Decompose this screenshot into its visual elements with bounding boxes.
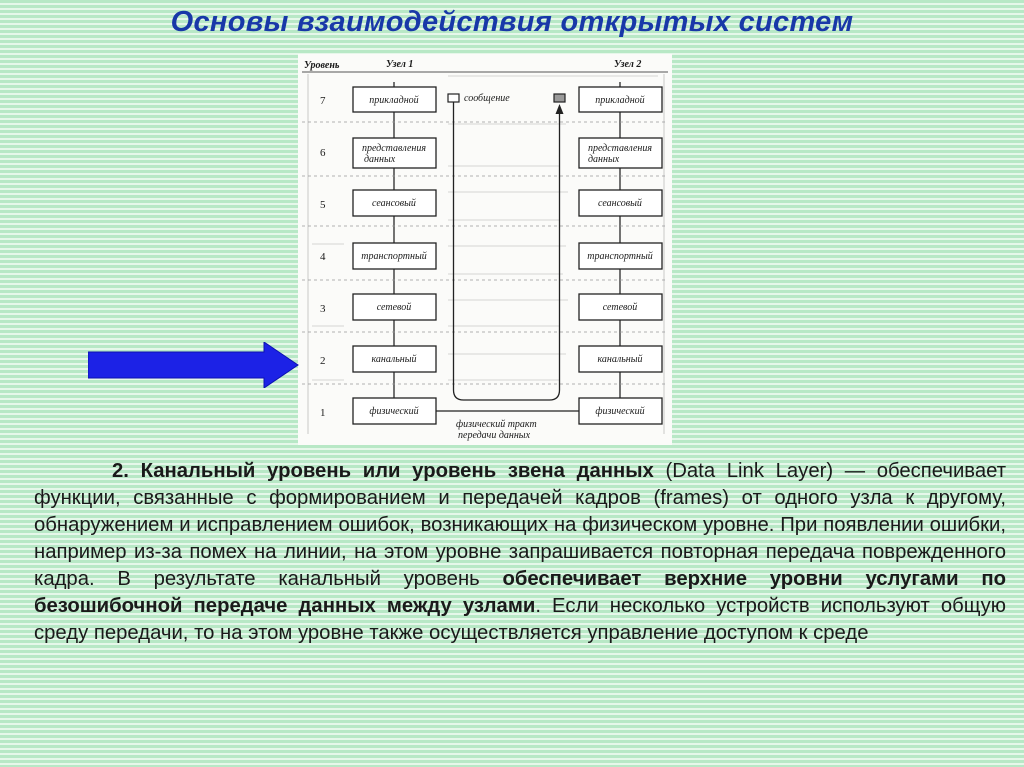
- body-paragraph: [34, 458, 1006, 647]
- message-arrowhead: [556, 104, 564, 114]
- level-7-number: 7: [320, 95, 326, 107]
- level-1-number: 1: [320, 407, 326, 419]
- node2-level7-label: прикладной: [595, 95, 645, 106]
- level-2-number: 2: [320, 355, 326, 367]
- node2-level4-label: транспортный: [587, 251, 653, 262]
- node1-level3-label: сетевой: [376, 302, 412, 313]
- node1-level6-label2: данных: [364, 154, 396, 165]
- level-3-number: 3: [320, 303, 326, 315]
- node2-level3-label: сетевой: [602, 302, 638, 313]
- node1-level6-label1: представления: [361, 143, 427, 154]
- level-2-pointer-arrow: [88, 342, 300, 393]
- node1-level4-label: транспортный: [361, 251, 427, 262]
- osi-diagram-svg: [298, 54, 672, 445]
- physical-path-label-2: передачи данных: [458, 430, 531, 441]
- header-level: Уровень: [304, 60, 340, 71]
- physical-path-label-1: физический тракт: [456, 419, 537, 430]
- level-4-number: 4: [320, 251, 326, 263]
- body-emphasis-bold: обеспечивает верхние уровни услугами по безошибочной передаче данных между узлами: [34, 568, 1006, 617]
- level-6-number: 6: [320, 147, 326, 159]
- node1-level2-label: канальный: [371, 354, 417, 365]
- node1-level1-label: физический: [369, 406, 419, 417]
- node2-level5-label: сеансовый: [598, 198, 642, 209]
- body-lead-bold: 2. Канальный уровень или уровень звена данных: [112, 460, 654, 482]
- message-icon-node1: [448, 94, 459, 102]
- header-node2: Узел 2: [614, 59, 642, 70]
- node2-level6-label2: данных: [588, 154, 620, 165]
- level-5-number: 5: [320, 199, 326, 211]
- node2-level2-label: канальный: [597, 354, 643, 365]
- message-path: [454, 102, 560, 400]
- body-text-part1: (Data Link Layer) — обеспечивает функции, связанные с формированием и передачей кадров (frames) от одного узла к другому, обнаружением и исправлением ошибок, возникающих на физическом уровне. При появлении ошибки, например из-за помех на линии, на этом уровне запрашивается повторная передача поврежденного кадра. В результате канальный уровень: [34, 460, 1006, 590]
- message-icon-node2: [554, 94, 565, 102]
- osi-model-diagram: [298, 54, 672, 445]
- arrow-svg: [88, 342, 300, 388]
- message-label: сообщение: [464, 93, 510, 104]
- page-title: Основы взаимодействия открытых систем: [170, 6, 854, 38]
- node2-level1-label: физический: [595, 406, 645, 417]
- node1-level5-label: сеансовый: [372, 198, 416, 209]
- node1-level7-label: прикладной: [369, 95, 419, 106]
- node2-level6-label1: представления: [587, 143, 653, 154]
- body-text-part2: . Если несколько устройств используют общую среду передачи, то на этом уровне также осуществляется управление доступом к среде: [34, 595, 1007, 644]
- arrow-shape: [88, 342, 298, 388]
- header-node1: Узел 1: [386, 59, 414, 70]
